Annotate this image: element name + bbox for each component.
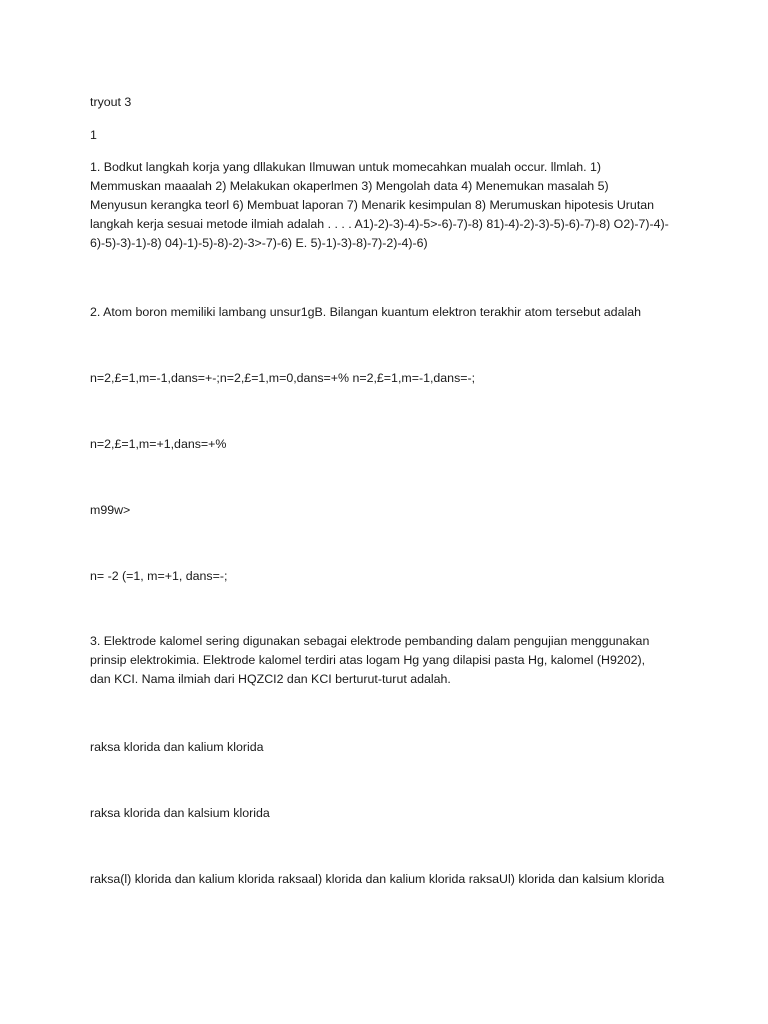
- question-1-line: Menyusun kerangka teorl 6) Membuat laporan 7) Menarik kesimpulan 8) Merumuskan hipotesis Urutan: [90, 198, 655, 212]
- question-1-line: langkah kerja sesuai metode ilmiah adalah . . . . A1)-2)-3)-4)-5>-6)-7)-8) 81)-4)-2)-3)-5)-6)-7)-8) O2)-7)-4)-: [90, 217, 669, 231]
- question-1: [90, 158, 690, 253]
- question-2: 2. Atom boron memiliki lambang unsur1gB. Bilangan kuantum elektron terakhir atom tersebut adalah: [90, 305, 641, 319]
- question-3-line: 3. Elektrode kalomel sering digunakan sebagai elektrode pembanding dalam pengujian menggunakan: [90, 634, 650, 648]
- question-1-line: Memmuskan maaalah 2) Melakukan okaperlmen 3) Mengolah data 4) Menemukan masalah 5): [90, 179, 609, 193]
- question-3-option: raksa klorida dan kalium klorida: [90, 740, 264, 754]
- question-3-line: prinsip elektrokimia. Elektrode kalomel terdiri atas logam Hg yang dilapisi pasta Hg, kalomel (H9202),: [90, 653, 646, 667]
- question-2-option: m99w>: [90, 503, 131, 517]
- question-2-option: n=2,£=1,m=+1,dans=+%: [90, 437, 227, 451]
- question-3-option: raksa klorida dan kalsium klorida: [90, 806, 270, 820]
- question-3-line: dan KCI. Nama ilmiah dari HQZCI2 dan KCI berturut-turut adalah.: [90, 672, 451, 686]
- document-title: tryout 3: [90, 95, 132, 109]
- question-3-option: raksa(l) klorida dan kalium klorida raksaal) klorida dan kalium klorida raksaUl) klorida dan kalsium klorida: [90, 872, 665, 886]
- question-1-line: 1. Bodkut langkah korja yang dllakukan Ilmuwan untuk momecahkan mualah occur. llmlah. 1): [90, 160, 602, 174]
- question-2-option: n= -2 (=1, m=+1, dans=-;: [90, 569, 228, 583]
- question-3: [90, 632, 690, 689]
- question-2-option: n=2,£=1,m=-1,dans=+-;n=2,£=1,m=0,dans=+% n=2,£=1,m=-1,dans=-;: [90, 371, 476, 385]
- question-1-line: 6)-5)-3)-1)-8) 04)-1)-5)-8)-2)-3>-7)-6) E. 5)-1)-3)-8)-7)-2)-4)-6): [90, 236, 428, 250]
- page-number: 1: [90, 128, 97, 142]
